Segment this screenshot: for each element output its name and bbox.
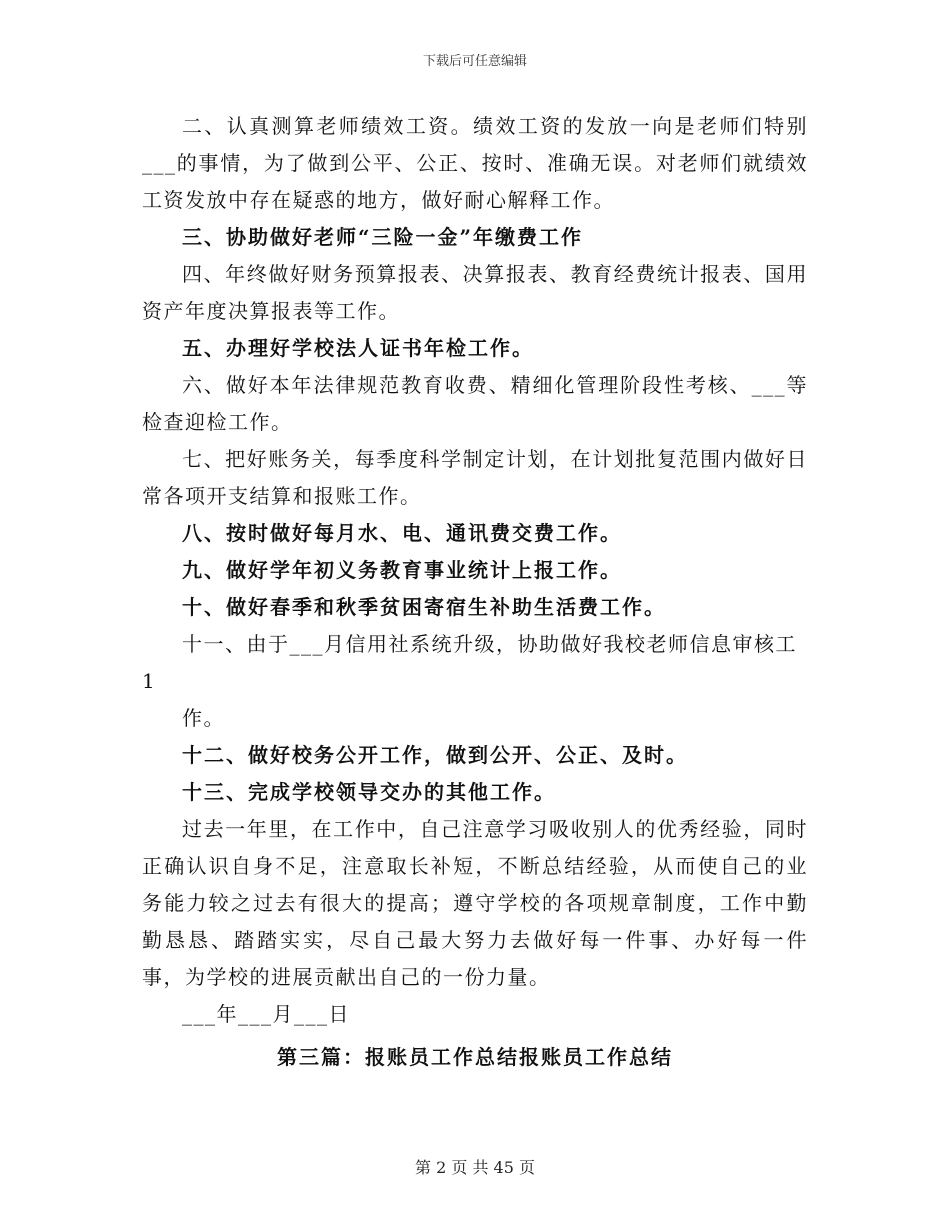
paragraph-item-3: 三、协助做好老师“三险一金”年缴费工作 <box>182 225 584 249</box>
closing-paragraph: 过去一年里，在工作中，自己注意学习吸收别人的优秀经验，同时正确认识自身不足，注意取长补短，不断总结经验，从而使自己的业务能力较之过去有很大的提高；遵守学校的各项规章制度，工作中勤勤恳恳、踏踏实实，尽自己最大努力去做好每一件事、办好每一件事，为学校的进展贡献出自己的一份力量。 <box>142 817 808 989</box>
paragraph-item-5: 五、办理好学校法人证书年检工作。 <box>182 336 534 360</box>
document-body <box>142 108 808 1096</box>
paragraph-item-11-continued: 作。 <box>182 706 225 730</box>
paragraph-item-6: 六、做好本年法律规范教育收费、精细化管理阶段性考核、___等检查迎检工作。 <box>142 373 808 434</box>
section-title: 第三篇：报账员工作总结报账员工作总结 <box>277 1045 673 1069</box>
paragraph-item-8: 八、按时做好每月水、电、通讯费交费工作。 <box>182 521 622 545</box>
paragraph-item-13: 十三、完成学校领导交办的其他工作。 <box>182 780 556 804</box>
stray-mark: 1 <box>142 669 157 693</box>
paragraph-item-7: 七、把好账务关，每季度科学制定计划，在计划批复范围内做好日常各项开支结算和报账工作。 <box>142 447 808 508</box>
paragraph-item-10: 十、做好春季和秋季贫困寄宿生补助生活费工作。 <box>182 595 666 619</box>
page-footer-number: 第 2 页 共 45 页 <box>415 1158 535 1177</box>
paragraph-item-9: 九、做好学年初义务教育事业统计上报工作。 <box>182 558 622 582</box>
paragraph-item-11: 十一、由于___月信用社系统升级，协助做好我校老师信息审核工 <box>182 632 797 656</box>
paragraph-item-2: 二、认真测算老师绩效工资。绩效工资的发放一向是老师们特别___的事情，为了做到公平、公正、按时、准确无误。对老师们就绩效工资发放中存在疑惑的地方，做好耐心解释工作。 <box>142 114 808 212</box>
page-header-note: 下载后可任意编辑 <box>422 54 527 69</box>
paragraph-item-12: 十二、做好校务公开工作，做到公开、公正、及时。 <box>182 743 688 767</box>
paragraph-item-4: 四、年终做好财务预算报表、决算报表、教育经费统计报表、国用资产年度决算报表等工作。 <box>142 262 808 323</box>
date-line: ___年___月___日 <box>182 1002 350 1026</box>
